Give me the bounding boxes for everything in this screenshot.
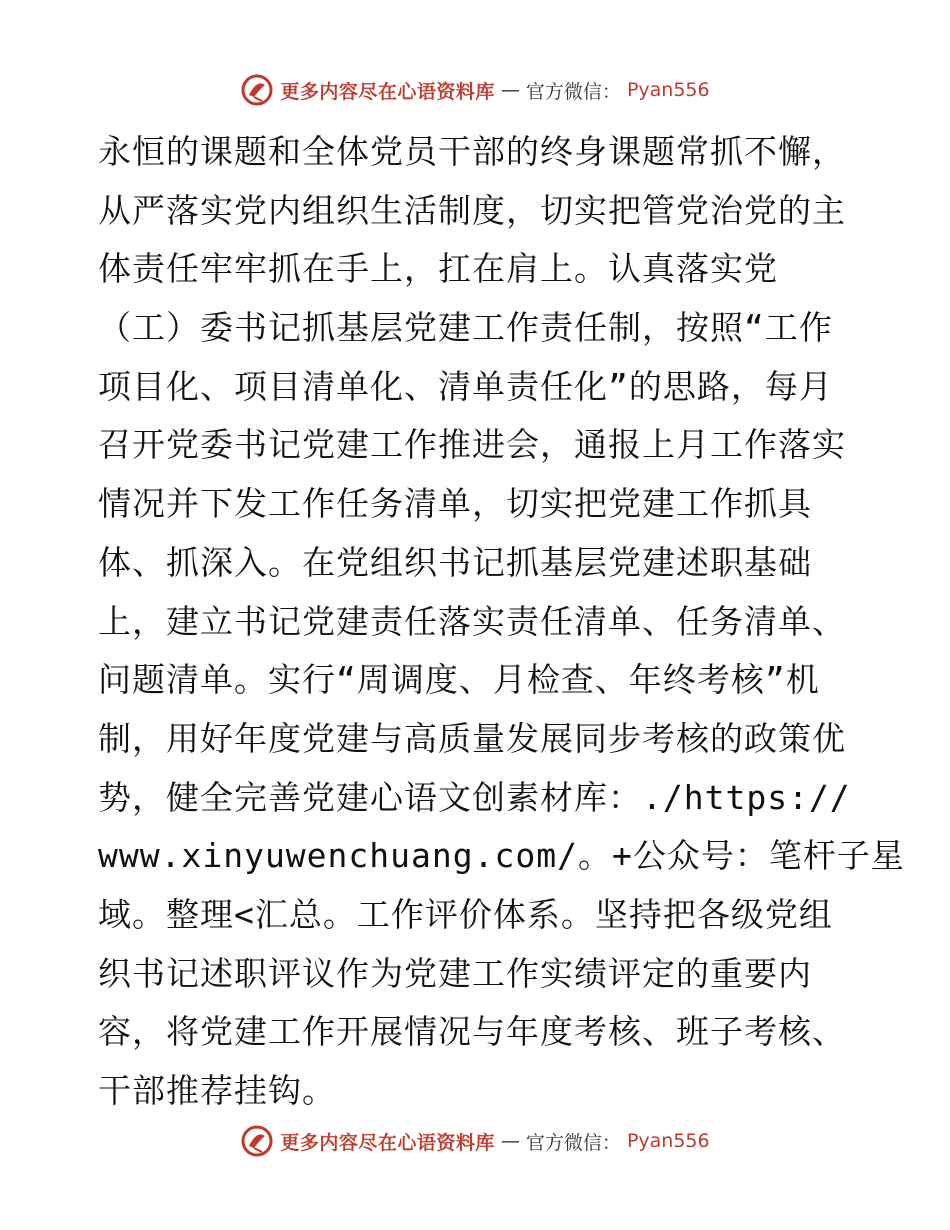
body-line: 永恒的课题和全体党员干部的终身课题常抓不懈， (98, 132, 846, 171)
header-wechat-id: Pyan556 (626, 79, 710, 101)
brand-logo-icon (240, 73, 274, 107)
header-official-label: 官方微信： (525, 80, 621, 103)
body-line: 制，用好年度党建与高质量发展同步考核的政策优 (98, 718, 846, 758)
body-line: 干部推荐挂钩。 (98, 1071, 336, 1110)
body-line: 问题清单。实行“周调度、月检查、年终考核”机 (98, 660, 820, 700)
body-line: 情况并下发工作任务清单，切实把党建工作抓具 (98, 484, 812, 524)
body-line: 体、抓深入。在党组织书记抓基层党建述职基础 (98, 542, 812, 582)
body-line: 从严落实党内组织生活制度，切实把管党治党的主 (98, 190, 846, 230)
body-line: 项目化、项目清单化、清单责任化”的思路，每月 (98, 366, 833, 406)
body-line: 势，健全完善党建心语文创素材库：./https:// (98, 777, 851, 817)
body-line: www.xinyuwenchuang.com/。+公众号：笔杆子星 (98, 836, 905, 876)
header-banner (0, 73, 950, 107)
brand-logo-icon (240, 1124, 274, 1158)
document-body (98, 123, 905, 1121)
footer-banner (0, 1124, 950, 1158)
header-brand-text: 更多内容尽在心语资料库 (280, 80, 495, 103)
footer-brand-text: 更多内容尽在心语资料库 (280, 1131, 495, 1154)
body-line: 召开党委书记党建工作推进会，通报上月工作落实 (98, 425, 846, 465)
body-line: 域。整理<汇总。工作评价体系。坚持把各级党组 (98, 894, 833, 934)
footer-official-label: 官方微信： (525, 1131, 621, 1154)
body-line: （工）委书记抓基层党建工作责任制，按照“工作 (98, 308, 833, 348)
footer-wechat-id: Pyan556 (626, 1130, 710, 1152)
body-line: 容，将党建工作开展情况与年度考核、班子考核、 (98, 1012, 846, 1052)
body-line: 上，建立书记党建责任落实责任清单、任务清单、 (98, 601, 846, 641)
header-separator: — (500, 79, 520, 101)
footer-separator: — (500, 1130, 520, 1152)
body-line: 织书记述职评议作为党建工作实绩评定的重要内 (98, 953, 812, 993)
body-line: 体责任牢牢抓在手上，扛在肩上。认真落实党 (98, 249, 778, 289)
